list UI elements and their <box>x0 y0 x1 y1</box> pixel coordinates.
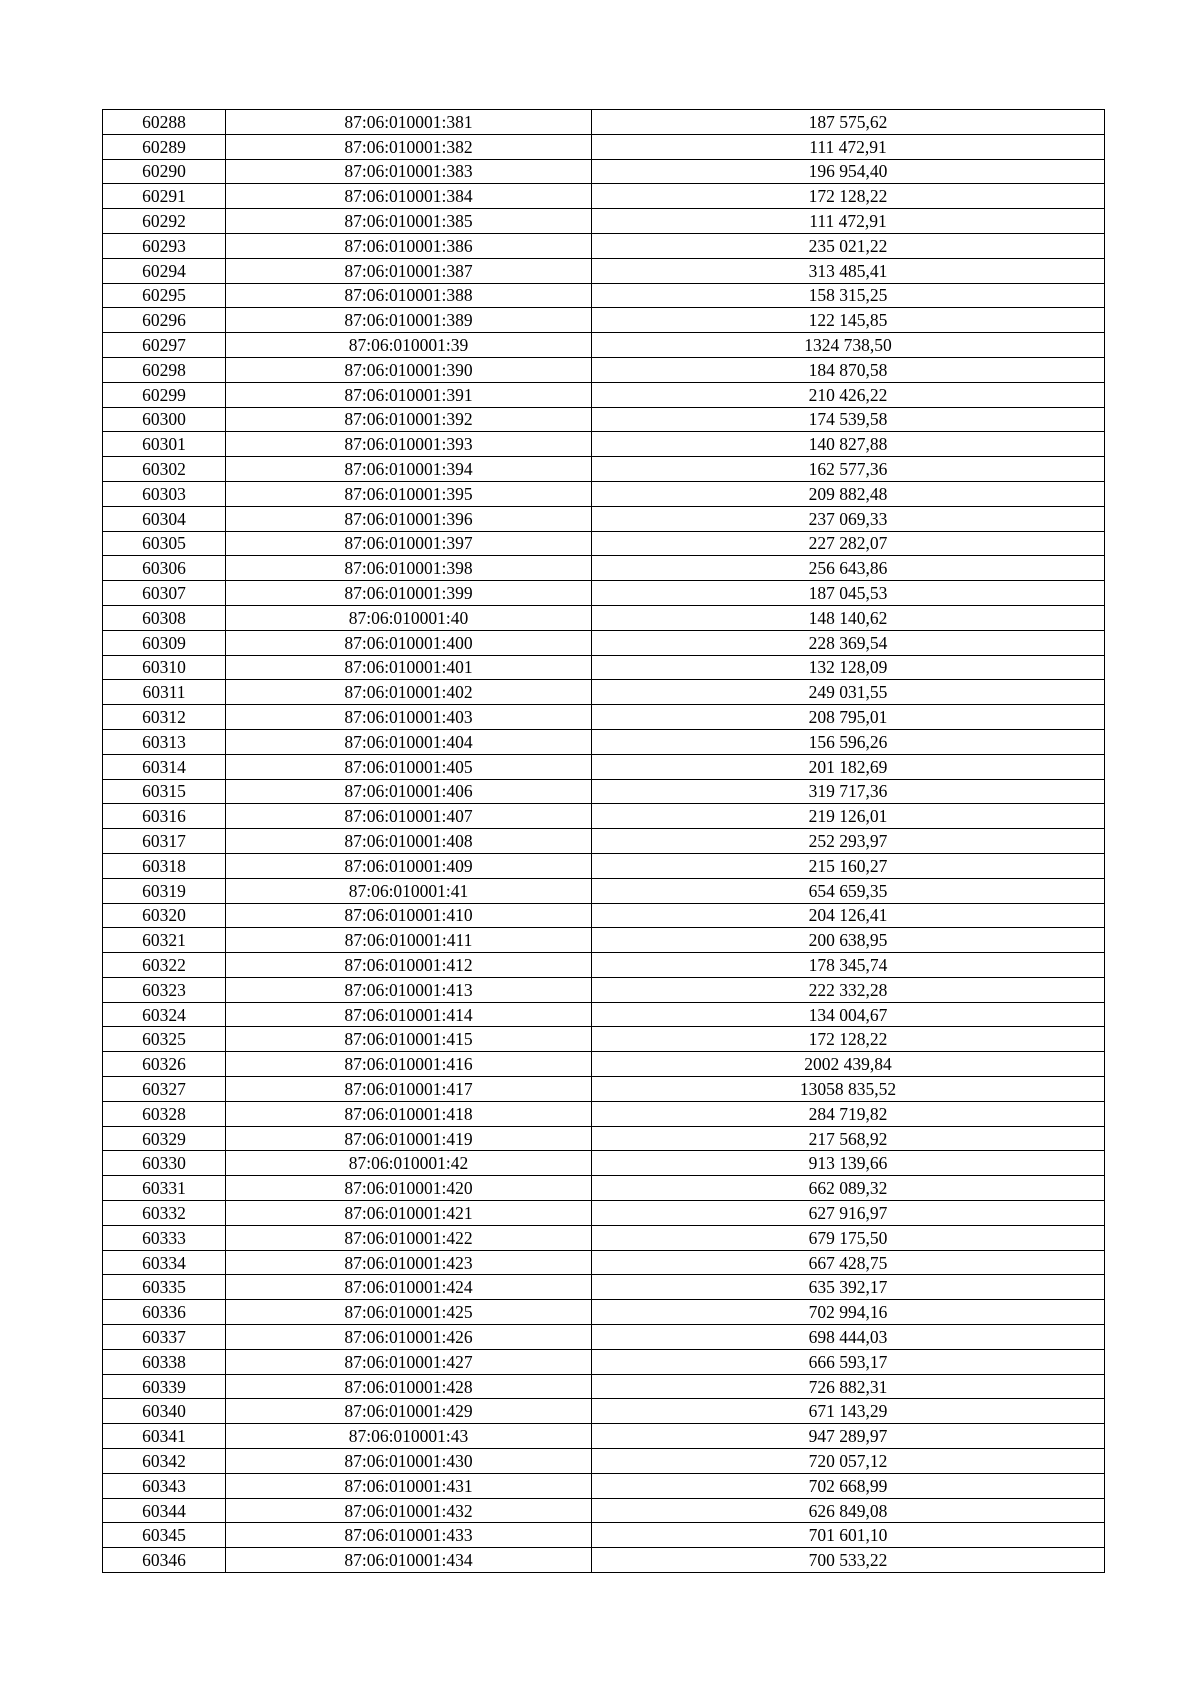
table-row <box>103 878 1105 903</box>
table-row <box>103 903 1105 928</box>
cadastral-value-cell: 209 882,48 <box>592 481 1105 506</box>
cadastral-value-cell: 215 160,27 <box>592 853 1105 878</box>
table-row <box>103 829 1105 854</box>
table-row <box>103 357 1105 382</box>
cadastral-value-cell: 217 568,92 <box>592 1126 1105 1151</box>
row-number-cell: 60323 <box>103 977 226 1002</box>
cadastral-value-cell: 204 126,41 <box>592 903 1105 928</box>
row-number-cell: 60312 <box>103 705 226 730</box>
row-number-cell: 60298 <box>103 357 226 382</box>
cadastral-number-cell: 87:06:010001:411 <box>226 928 592 953</box>
cadastral-value-cell: 662 089,32 <box>592 1176 1105 1201</box>
cadastral-value-cell: 635 392,17 <box>592 1275 1105 1300</box>
table-row <box>103 1027 1105 1052</box>
table-row <box>103 1325 1105 1350</box>
table-row <box>103 1449 1105 1474</box>
table-row <box>103 1176 1105 1201</box>
cadastral-number-cell: 87:06:010001:386 <box>226 233 592 258</box>
table-row <box>103 382 1105 407</box>
cadastral-number-cell: 87:06:010001:428 <box>226 1374 592 1399</box>
cadastral-value-cell: 187 045,53 <box>592 581 1105 606</box>
cadastral-value-cell: 913 139,66 <box>592 1151 1105 1176</box>
cadastral-value-cell: 249 031,55 <box>592 680 1105 705</box>
table-row <box>103 1473 1105 1498</box>
cadastral-number-cell: 87:06:010001:429 <box>226 1399 592 1424</box>
cadastral-value-cell: 200 638,95 <box>592 928 1105 953</box>
table-row <box>103 1498 1105 1523</box>
cadastral-value-cell: 666 593,17 <box>592 1349 1105 1374</box>
cadastral-number-cell: 87:06:010001:394 <box>226 457 592 482</box>
table-row <box>103 531 1105 556</box>
row-number-cell: 60310 <box>103 655 226 680</box>
row-number-cell: 60345 <box>103 1523 226 1548</box>
cadastral-number-cell: 87:06:010001:422 <box>226 1225 592 1250</box>
cadastral-value-cell: 219 126,01 <box>592 804 1105 829</box>
cadastral-value-cell: 134 004,67 <box>592 1002 1105 1027</box>
cadastral-value-cell: 148 140,62 <box>592 605 1105 630</box>
row-number-cell: 60344 <box>103 1498 226 1523</box>
row-number-cell: 60346 <box>103 1548 226 1573</box>
table-row <box>103 233 1105 258</box>
table-row <box>103 853 1105 878</box>
cadastral-number-cell: 87:06:010001:390 <box>226 357 592 382</box>
table-row <box>103 481 1105 506</box>
row-number-cell: 60290 <box>103 159 226 184</box>
cadastral-value-cell: 210 426,22 <box>592 382 1105 407</box>
cadastral-number-cell: 87:06:010001:385 <box>226 209 592 234</box>
cadastral-value-cell: 174 539,58 <box>592 407 1105 432</box>
cadastral-number-cell: 87:06:010001:403 <box>226 705 592 730</box>
cadastral-number-cell: 87:06:010001:426 <box>226 1325 592 1350</box>
cadastral-value-cell: 162 577,36 <box>592 457 1105 482</box>
row-number-cell: 60297 <box>103 333 226 358</box>
table-row <box>103 1002 1105 1027</box>
cadastral-number-cell: 87:06:010001:407 <box>226 804 592 829</box>
row-number-cell: 60307 <box>103 581 226 606</box>
table-row <box>103 283 1105 308</box>
table-row <box>103 1126 1105 1151</box>
cadastral-number-cell: 87:06:010001:398 <box>226 556 592 581</box>
row-number-cell: 60316 <box>103 804 226 829</box>
cadastral-number-cell: 87:06:010001:397 <box>226 531 592 556</box>
cadastral-number-cell: 87:06:010001:425 <box>226 1300 592 1325</box>
cadastral-number-cell: 87:06:010001:415 <box>226 1027 592 1052</box>
table-row <box>103 1300 1105 1325</box>
row-number-cell: 60331 <box>103 1176 226 1201</box>
cadastral-value-cell: 284 719,82 <box>592 1101 1105 1126</box>
table-row <box>103 432 1105 457</box>
cadastral-value-cell: 184 870,58 <box>592 357 1105 382</box>
row-number-cell: 60332 <box>103 1201 226 1226</box>
row-number-cell: 60322 <box>103 953 226 978</box>
cadastral-value-cell: 235 021,22 <box>592 233 1105 258</box>
cadastral-value-cell: 227 282,07 <box>592 531 1105 556</box>
row-number-cell: 60302 <box>103 457 226 482</box>
table-row <box>103 556 1105 581</box>
table-row <box>103 1349 1105 1374</box>
cadastral-number-cell: 87:06:010001:430 <box>226 1449 592 1474</box>
row-number-cell: 60315 <box>103 779 226 804</box>
cadastral-number-cell: 87:06:010001:419 <box>226 1126 592 1151</box>
cadastral-value-cell: 256 643,86 <box>592 556 1105 581</box>
cadastral-number-cell: 87:06:010001:409 <box>226 853 592 878</box>
table-row <box>103 209 1105 234</box>
row-number-cell: 60326 <box>103 1052 226 1077</box>
table-row <box>103 159 1105 184</box>
table-row <box>103 1151 1105 1176</box>
table-row <box>103 1275 1105 1300</box>
cadastral-value-cell: 654 659,35 <box>592 878 1105 903</box>
cadastral-value-cell: 313 485,41 <box>592 258 1105 283</box>
cadastral-number-cell: 87:06:010001:400 <box>226 630 592 655</box>
table-row <box>103 1225 1105 1250</box>
table-row <box>103 1077 1105 1102</box>
row-number-cell: 60295 <box>103 283 226 308</box>
cadastral-number-cell: 87:06:010001:401 <box>226 655 592 680</box>
cadastral-value-cell: 13058 835,52 <box>592 1077 1105 1102</box>
cadastral-number-cell: 87:06:010001:381 <box>226 110 592 135</box>
row-number-cell: 60321 <box>103 928 226 953</box>
cadastral-number-cell: 87:06:010001:412 <box>226 953 592 978</box>
cadastral-number-cell: 87:06:010001:387 <box>226 258 592 283</box>
table-row <box>103 1374 1105 1399</box>
cadastral-number-cell: 87:06:010001:389 <box>226 308 592 333</box>
table-row <box>103 308 1105 333</box>
cadastral-value-cell: 172 128,22 <box>592 1027 1105 1052</box>
row-number-cell: 60341 <box>103 1424 226 1449</box>
row-number-cell: 60319 <box>103 878 226 903</box>
cadastral-value-cell: 237 069,33 <box>592 506 1105 531</box>
cadastral-value-cell: 111 472,91 <box>592 134 1105 159</box>
row-number-cell: 60320 <box>103 903 226 928</box>
cadastral-number-cell: 87:06:010001:432 <box>226 1498 592 1523</box>
cadastral-value-cell: 720 057,12 <box>592 1449 1105 1474</box>
table-row <box>103 110 1105 135</box>
cadastral-number-cell: 87:06:010001:395 <box>226 481 592 506</box>
table-row <box>103 977 1105 1002</box>
cadastral-value-cell: 122 145,85 <box>592 308 1105 333</box>
table-row <box>103 804 1105 829</box>
cadastral-value-cell: 222 332,28 <box>592 977 1105 1002</box>
cadastral-number-cell: 87:06:010001:399 <box>226 581 592 606</box>
cadastral-value-cell: 626 849,08 <box>592 1498 1105 1523</box>
row-number-cell: 60339 <box>103 1374 226 1399</box>
table-row <box>103 134 1105 159</box>
table-row <box>103 1052 1105 1077</box>
cadastral-value-cell: 208 795,01 <box>592 705 1105 730</box>
table-row <box>103 1101 1105 1126</box>
row-number-cell: 60313 <box>103 729 226 754</box>
row-number-cell: 60301 <box>103 432 226 457</box>
cadastral-value-cell: 700 533,22 <box>592 1548 1105 1573</box>
row-number-cell: 60306 <box>103 556 226 581</box>
cadastral-number-cell: 87:06:010001:405 <box>226 754 592 779</box>
row-number-cell: 60317 <box>103 829 226 854</box>
cadastral-value-cell: 252 293,97 <box>592 829 1105 854</box>
cadastral-number-cell: 87:06:010001:418 <box>226 1101 592 1126</box>
row-number-cell: 60305 <box>103 531 226 556</box>
cadastral-value-cell: 627 916,97 <box>592 1201 1105 1226</box>
cadastral-number-cell: 87:06:010001:410 <box>226 903 592 928</box>
row-number-cell: 60335 <box>103 1275 226 1300</box>
cadastral-value-cell: 1324 738,50 <box>592 333 1105 358</box>
cadastral-value-cell: 947 289,97 <box>592 1424 1105 1449</box>
row-number-cell: 60304 <box>103 506 226 531</box>
cadastral-value-table <box>102 109 1105 1573</box>
row-number-cell: 60289 <box>103 134 226 159</box>
cadastral-value-cell: 111 472,91 <box>592 209 1105 234</box>
cadastral-number-cell: 87:06:010001:417 <box>226 1077 592 1102</box>
row-number-cell: 60338 <box>103 1349 226 1374</box>
row-number-cell: 60288 <box>103 110 226 135</box>
cadastral-value-cell: 132 128,09 <box>592 655 1105 680</box>
cadastral-number-cell: 87:06:010001:393 <box>226 432 592 457</box>
cadastral-value-cell: 228 369,54 <box>592 630 1105 655</box>
table-body <box>103 110 1105 1573</box>
table-row <box>103 928 1105 953</box>
table-row <box>103 1523 1105 1548</box>
cadastral-value-cell: 702 994,16 <box>592 1300 1105 1325</box>
cadastral-number-cell: 87:06:010001:406 <box>226 779 592 804</box>
row-number-cell: 60329 <box>103 1126 226 1151</box>
cadastral-value-cell: 671 143,29 <box>592 1399 1105 1424</box>
table-row <box>103 1201 1105 1226</box>
cadastral-value-cell: 726 882,31 <box>592 1374 1105 1399</box>
row-number-cell: 60334 <box>103 1250 226 1275</box>
row-number-cell: 60311 <box>103 680 226 705</box>
table-row <box>103 581 1105 606</box>
cadastral-value-cell: 2002 439,84 <box>592 1052 1105 1077</box>
row-number-cell: 60337 <box>103 1325 226 1350</box>
cadastral-number-cell: 87:06:010001:388 <box>226 283 592 308</box>
row-number-cell: 60330 <box>103 1151 226 1176</box>
row-number-cell: 60308 <box>103 605 226 630</box>
row-number-cell: 60340 <box>103 1399 226 1424</box>
cadastral-number-cell: 87:06:010001:408 <box>226 829 592 854</box>
row-number-cell: 60342 <box>103 1449 226 1474</box>
cadastral-value-cell: 698 444,03 <box>592 1325 1105 1350</box>
cadastral-number-cell: 87:06:010001:423 <box>226 1250 592 1275</box>
row-number-cell: 60299 <box>103 382 226 407</box>
row-number-cell: 60327 <box>103 1077 226 1102</box>
table-row <box>103 258 1105 283</box>
cadastral-number-cell: 87:06:010001:420 <box>226 1176 592 1201</box>
cadastral-value-cell: 187 575,62 <box>592 110 1105 135</box>
cadastral-number-cell: 87:06:010001:383 <box>226 159 592 184</box>
table-row <box>103 184 1105 209</box>
cadastral-number-cell: 87:06:010001:424 <box>226 1275 592 1300</box>
table-row <box>103 630 1105 655</box>
cadastral-value-cell: 702 668,99 <box>592 1473 1105 1498</box>
cadastral-number-cell: 87:06:010001:384 <box>226 184 592 209</box>
row-number-cell: 60333 <box>103 1225 226 1250</box>
cadastral-number-cell: 87:06:010001:431 <box>226 1473 592 1498</box>
table-row <box>103 333 1105 358</box>
table-row <box>103 705 1105 730</box>
cadastral-number-cell: 87:06:010001:414 <box>226 1002 592 1027</box>
row-number-cell: 60292 <box>103 209 226 234</box>
row-number-cell: 60291 <box>103 184 226 209</box>
cadastral-value-cell: 701 601,10 <box>592 1523 1105 1548</box>
cadastral-number-cell: 87:06:010001:433 <box>226 1523 592 1548</box>
cadastral-number-cell: 87:06:010001:416 <box>226 1052 592 1077</box>
cadastral-value-cell: 196 954,40 <box>592 159 1105 184</box>
cadastral-number-cell: 87:06:010001:427 <box>226 1349 592 1374</box>
table-row <box>103 680 1105 705</box>
cadastral-number-cell: 87:06:010001:402 <box>226 680 592 705</box>
cadastral-number-cell: 87:06:010001:396 <box>226 506 592 531</box>
row-number-cell: 60314 <box>103 754 226 779</box>
cadastral-number-cell: 87:06:010001:40 <box>226 605 592 630</box>
cadastral-number-cell: 87:06:010001:41 <box>226 878 592 903</box>
row-number-cell: 60325 <box>103 1027 226 1052</box>
cadastral-number-cell: 87:06:010001:421 <box>226 1201 592 1226</box>
cadastral-value-cell: 667 428,75 <box>592 1250 1105 1275</box>
table-row <box>103 754 1105 779</box>
table-row <box>103 779 1105 804</box>
table-row <box>103 457 1105 482</box>
row-number-cell: 60303 <box>103 481 226 506</box>
cadastral-number-cell: 87:06:010001:413 <box>226 977 592 1002</box>
cadastral-number-cell: 87:06:010001:39 <box>226 333 592 358</box>
table-row <box>103 729 1105 754</box>
cadastral-number-cell: 87:06:010001:382 <box>226 134 592 159</box>
table-row <box>103 953 1105 978</box>
cadastral-value-cell: 172 128,22 <box>592 184 1105 209</box>
cadastral-number-cell: 87:06:010001:434 <box>226 1548 592 1573</box>
table-row <box>103 1548 1105 1573</box>
row-number-cell: 60293 <box>103 233 226 258</box>
table-row <box>103 1424 1105 1449</box>
row-number-cell: 60294 <box>103 258 226 283</box>
cadastral-value-cell: 178 345,74 <box>592 953 1105 978</box>
cadastral-number-cell: 87:06:010001:42 <box>226 1151 592 1176</box>
cadastral-value-cell: 679 175,50 <box>592 1225 1105 1250</box>
row-number-cell: 60309 <box>103 630 226 655</box>
cadastral-value-cell: 158 315,25 <box>592 283 1105 308</box>
table-row <box>103 605 1105 630</box>
table-row <box>103 655 1105 680</box>
cadastral-number-cell: 87:06:010001:391 <box>226 382 592 407</box>
row-number-cell: 60300 <box>103 407 226 432</box>
cadastral-value-cell: 319 717,36 <box>592 779 1105 804</box>
cadastral-number-cell: 87:06:010001:43 <box>226 1424 592 1449</box>
row-number-cell: 60318 <box>103 853 226 878</box>
cadastral-number-cell: 87:06:010001:404 <box>226 729 592 754</box>
table-row <box>103 506 1105 531</box>
cadastral-value-cell: 201 182,69 <box>592 754 1105 779</box>
table-row <box>103 1250 1105 1275</box>
table-row <box>103 1399 1105 1424</box>
row-number-cell: 60328 <box>103 1101 226 1126</box>
cadastral-value-cell: 156 596,26 <box>592 729 1105 754</box>
row-number-cell: 60324 <box>103 1002 226 1027</box>
row-number-cell: 60336 <box>103 1300 226 1325</box>
row-number-cell: 60343 <box>103 1473 226 1498</box>
row-number-cell: 60296 <box>103 308 226 333</box>
table-row <box>103 407 1105 432</box>
cadastral-value-cell: 140 827,88 <box>592 432 1105 457</box>
cadastral-number-cell: 87:06:010001:392 <box>226 407 592 432</box>
